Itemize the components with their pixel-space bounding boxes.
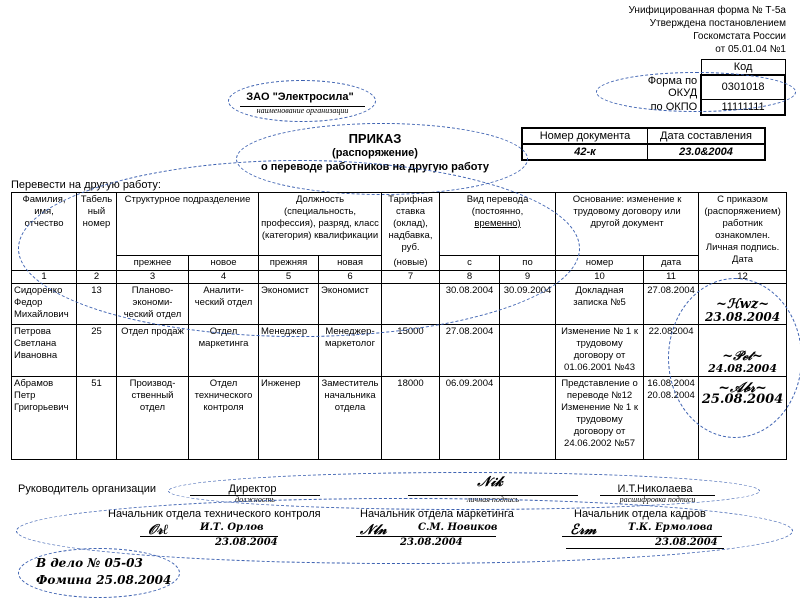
okpo-value: 11111111: [701, 99, 785, 115]
header-dept: Структурное подразделение: [117, 193, 259, 256]
signer-title-2: Начальник отдела маркетинга: [360, 508, 514, 520]
doc-number-label: Номер документа: [522, 128, 648, 144]
col-num: 11: [644, 271, 699, 284]
okpo-label: по ОКПО: [650, 100, 698, 113]
cell-from: 30.08.2004: [440, 284, 500, 325]
head-org-position-caption: должность: [235, 495, 275, 504]
col-num: 1: [12, 271, 77, 284]
codes-oval: [596, 72, 796, 112]
header-prev-f: прежняя: [259, 256, 319, 271]
cell-fio: Петрова Светлана Ивановна: [12, 325, 77, 377]
okud-value: 0301018: [701, 75, 785, 99]
head-org-signature: 𝒩𝒾𝓀: [477, 474, 503, 490]
document-table: [521, 127, 766, 161]
cell-from: 06.09.2004: [440, 377, 500, 460]
signer-date-3: 23.08.2004: [655, 537, 718, 548]
header-date: дата: [644, 256, 699, 271]
form-header-line1: Унифицированная форма № Т-5а: [628, 5, 786, 16]
order-title-line2: (распоряжение): [332, 147, 418, 159]
cell-dept-new: Аналити-ческий отдел: [189, 284, 259, 325]
header-tab: Табель ный номер: [77, 193, 117, 271]
cell-tab: 51: [77, 377, 117, 460]
organization-oval: [228, 80, 376, 122]
cell-dept-new: Отдел технического контроля: [189, 377, 259, 460]
cell-dept-prev: Отдел продаж: [117, 325, 189, 377]
doc-date-label: Дата составления: [648, 128, 766, 144]
codes-header: Код: [701, 60, 785, 76]
cell-basis-date: 16.08.2004 20.08.2004: [644, 377, 699, 460]
organization-name: ЗАО "Электросила": [246, 91, 354, 103]
filing-line1: В дело № 05-03: [36, 556, 143, 570]
head-org-position: Директор: [228, 483, 277, 495]
col-num: 2: [77, 271, 117, 284]
cell-basis-date: 22.082004: [644, 325, 699, 377]
header-basis: Основание: изменение к трудовому договору или другой документ: [556, 193, 699, 256]
table-row: [12, 377, 787, 460]
col-num: 7: [382, 271, 440, 284]
signer-name-3: Т.К. Ермолова: [628, 522, 713, 533]
header-position: Должность (специальность, профессия), разряд, класс (категория) квалификации: [259, 193, 382, 256]
cell-pos-new: Экономист: [319, 284, 382, 325]
cell-pos-prev: Экономист: [259, 284, 319, 325]
cell-basis: Изменение № 1 к трудовому договору от 01.06.2001 №43: [556, 325, 644, 377]
cell-dept-prev: Планово-экономи-ческий отдел: [117, 284, 189, 325]
cell-tab: 13: [77, 284, 117, 325]
signature-oval: [668, 278, 800, 438]
col-num: 8: [440, 271, 500, 284]
cell-sign-date: 25.08.2004: [701, 392, 784, 407]
signer-date-2: 23.08.2004: [400, 537, 463, 548]
signer-title-1: Начальник отдела технического контроля: [108, 508, 321, 520]
signature-squiggle: ~𝒜𝒷𝓇~: [718, 380, 767, 396]
cell-sign-date: 24.08.2004: [708, 362, 777, 375]
col-num: 5: [259, 271, 319, 284]
organization-caption: наименование организации: [256, 106, 349, 115]
header-from: с: [440, 256, 500, 271]
cell-pos-prev: Менеджер: [259, 325, 319, 377]
signer-signature-1: 𝒪𝓇ℓ: [148, 522, 169, 538]
col-num: 10: [556, 271, 644, 284]
cell-tab: 25: [77, 325, 117, 377]
head-org-signature-caption: личная подпись: [466, 495, 520, 504]
cell-basis: Докладная записка №5: [556, 284, 644, 325]
form-header-line4: от 05.01.04 №1: [715, 44, 786, 55]
table-oval: [18, 160, 580, 337]
form-header-line2: Утверждена постановлением: [649, 18, 786, 29]
cell-to: [500, 377, 556, 460]
header-new-f: новая: [319, 256, 382, 271]
header-type-b: (постоянно,: [471, 206, 524, 217]
col-num: 12: [699, 271, 787, 284]
cell-from: 27.08.2004: [440, 325, 500, 377]
head-org-name-caption: расшифровка подписи: [619, 495, 696, 504]
signer-signature-2: 𝒩𝓁𝓃: [360, 522, 387, 538]
header-fio: Фамилия, имя, отчество: [12, 193, 77, 271]
signer-name-2: С.М. Новиков: [418, 522, 498, 533]
cell-fio: Сидоренко Федор Михайлович: [12, 284, 77, 325]
header-new-rate: (новые): [382, 256, 440, 271]
cell-dept-prev: Производ-ственный отдел: [117, 377, 189, 460]
signer-signature-3: ℰ𝓇𝓂: [570, 522, 597, 538]
cell-dept-new: Отдел маркетинга: [189, 325, 259, 377]
cell-sign-date: 23.08.2004: [704, 310, 781, 324]
header-ack: С приказом (распоряжением) работник ознакомлен. Личная подпись. Дата: [699, 193, 787, 271]
header-type-a: Вид перевода: [466, 194, 529, 205]
cell-rate: 18000: [382, 377, 440, 460]
doc-date: 23.0&2004: [648, 144, 766, 160]
cell-basis: Представление о переводе №12 Изменение № 1 к трудовому договору от 24.06.2002 №57: [556, 377, 644, 460]
order-title-line1: ПРИКАЗ: [348, 131, 402, 146]
cell-basis-date: 27.08.2004: [644, 284, 699, 325]
header-prev: прежнее: [117, 256, 189, 271]
cell-pos-prev: Инженер: [259, 377, 319, 460]
header-rate: Тарифная ставка (оклад), надбавка, руб.: [382, 193, 440, 256]
cell-fio: Абрамов Петр Григорьевич: [12, 377, 77, 460]
header-num: номер: [556, 256, 644, 271]
cell-pos-new: Заместитель начальника отдела: [319, 377, 382, 460]
cell-rate: 15000: [382, 325, 440, 377]
header-new: новое: [189, 256, 259, 271]
signer-name-1: И.Т. Орлов: [200, 522, 264, 533]
head-org-label: Руководитель организации: [18, 483, 157, 495]
col-num: 9: [500, 271, 556, 284]
signature-squiggle: ~𝒫ℯ𝓉~: [722, 349, 763, 364]
header-to: по: [500, 256, 556, 271]
transfer-label: Перевести на другую работу:: [11, 179, 161, 191]
cell-to: 30.09.2004: [500, 284, 556, 325]
col-num: 6: [319, 271, 382, 284]
col-num: 4: [189, 271, 259, 284]
cell-pos-new: Менеджер-маркетолог: [319, 325, 382, 377]
head-org-name: И.Т.Николаева: [617, 483, 693, 495]
form-header: [629, 4, 786, 56]
doc-number: 42-к: [522, 144, 648, 160]
filing-line2: Фомина 25.08.2004: [36, 573, 172, 587]
col-num: 3: [117, 271, 189, 284]
form-header-line3: Госкомстата России: [693, 31, 786, 42]
signer-title-3: Начальник отдела кадров: [574, 508, 706, 520]
header-type-c: временно): [474, 218, 521, 229]
cell-to: [500, 325, 556, 377]
okud-label: Форма по ОКУД: [647, 75, 698, 99]
signature-squiggle: ~ℋwz~: [715, 297, 770, 312]
signer-date-1: 23.08.2004: [215, 537, 278, 548]
order-title-line3: о переводе работников на другую работу: [261, 161, 489, 173]
filing-oval: [18, 548, 180, 598]
